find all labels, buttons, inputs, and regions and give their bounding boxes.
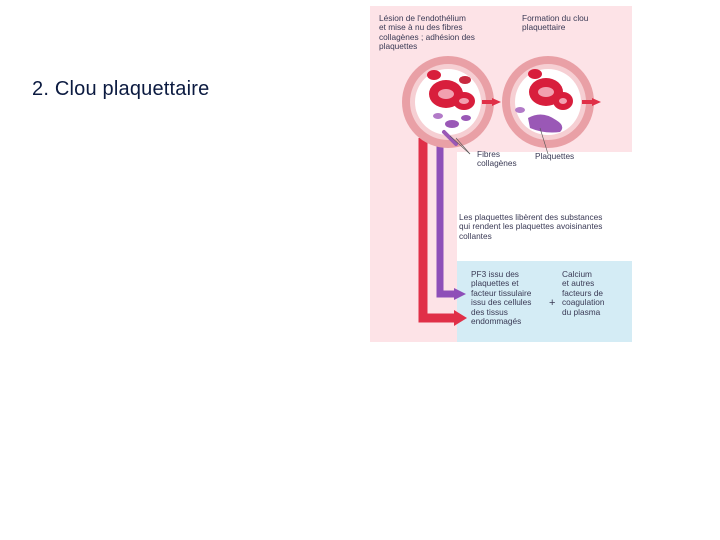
vessel-plug-cross-section bbox=[502, 56, 601, 148]
label-liberent: Les plaquettes libèrent des substances qui rendent les plaquettes avoisinantes collantes bbox=[459, 212, 603, 241]
plus-sign: + bbox=[549, 297, 556, 309]
platelet bbox=[461, 115, 471, 121]
progression-arrow-icon bbox=[482, 100, 492, 104]
platelet-plug-diagram bbox=[370, 6, 632, 342]
vessel-injury-cross-section bbox=[402, 56, 501, 148]
label-plaquettes: Plaquettes bbox=[535, 151, 575, 161]
platelet bbox=[433, 113, 443, 119]
purple-arrowhead-icon bbox=[454, 288, 466, 300]
label-lesion: Lésion de l'endothélium et mise à nu des fibres collagènes ; adhésion des plaquettes bbox=[379, 13, 475, 52]
slide-title: 2. Clou plaquettaire bbox=[32, 78, 210, 100]
purple-pathway-line bbox=[440, 146, 454, 294]
red-arrowhead-icon bbox=[454, 310, 467, 326]
label-formation: Formation du clou plaquettaire bbox=[522, 13, 589, 33]
label-pf3: PF3 issu des plaquettes et facteur tissulaire issu des cellules des tissus endommagés bbox=[471, 269, 532, 327]
progression-arrow-icon bbox=[582, 100, 592, 104]
platelet bbox=[445, 120, 459, 128]
label-fibres: Fibres collagènes bbox=[477, 149, 517, 169]
label-calcium: Calcium et autres facteurs de coagulation du plasma bbox=[562, 269, 605, 317]
